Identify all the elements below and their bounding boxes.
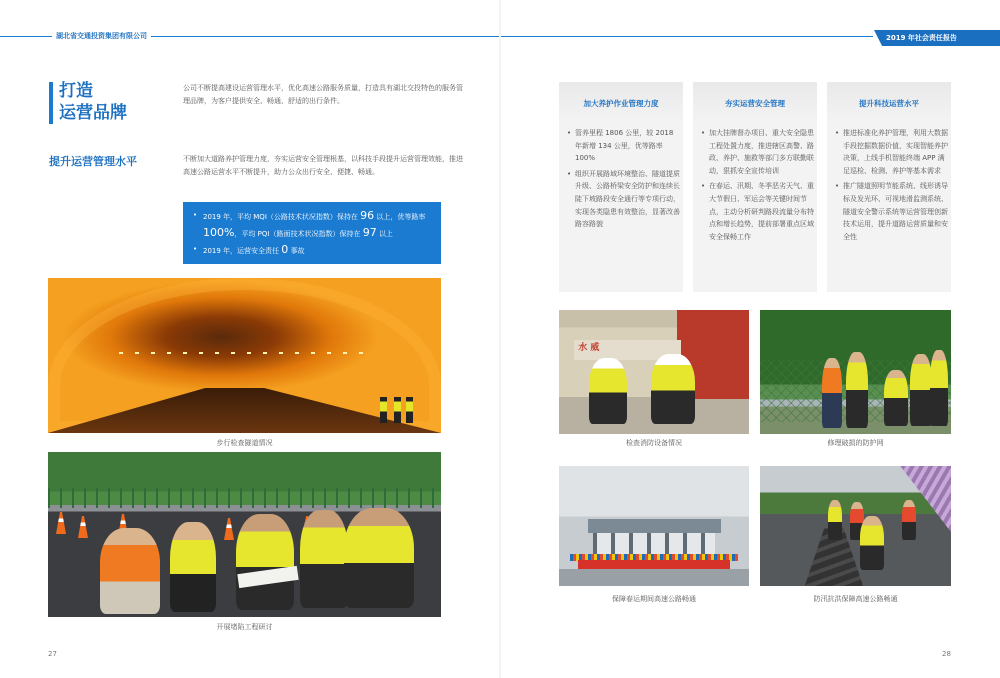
card-technology-item: • 推进标准化养护管理，利用大数据手段挖掘数据价值，实现智能养护决策，上线手机智能终端 APP 满足巡检、检测、养护等基本需求 [835,127,949,177]
card-maintenance-item: • 管养里程 1806 公里，较 2018 年新增 134 公里，优等路率 100% [567,127,681,165]
subheading-text: 不断加大道路养护管理力度，夯实运营安全管理根基，以科技手段提升运营管理效能，推进高速公路运营水平不断提升，助力公众出行安全、便捷、畅通。 [183,155,463,176]
section-title-accent [49,82,53,124]
page-number-right: 28 [942,650,951,658]
photo-sign-text: 水 威 [574,340,680,360]
card-safety-item: • 在春运、汛期、冬季恶劣天气、重大节假日、军运会等关键时间节点，主动分析研判路段流量分布特点和增长趋势，提前部署重点区域安全保畅工作 [701,180,815,243]
card-safety-heading: 夯实运营安全管理 [693,82,817,122]
fire-equipment-photo [559,310,749,434]
excellent-rate-value: 100% [203,226,235,239]
tunnel-inspection-photo [48,278,441,433]
report-title: 2019 年社会责任报告 [886,34,957,42]
section-title-line2: 运营品牌 [59,103,127,123]
card-maintenance [559,82,683,292]
tunnel-photo-caption: 步行检查隧道情况 [216,439,273,447]
card-safety-item: • 加大挂牌督办项目、重大安全隐患工程处置力度，推进辖区高警、路政、养护、施救等部门多方联勤联动，狠抓安全宣传培训 [701,127,815,177]
toll-photo-caption: 保障春运期间高速公路畅通 [612,595,696,603]
accident-count: 0 [281,243,289,256]
pqi-value: 97 [362,226,377,239]
fence-photo-caption: 修理破损的防护网 [827,439,884,447]
highlight-box [183,202,441,264]
section-title [59,80,127,124]
flood-photo-caption: 防汛抗洪保障高速公路畅通 [813,595,898,603]
fence-repair-photo [760,310,951,434]
fire-photo-caption: 检查消防设备情况 [626,439,682,447]
page-number-left: 27 [48,650,57,658]
company-name: 湖北省交通投资集团有限公司 [52,31,151,41]
mqi-value: 96 [360,209,375,222]
card-maintenance-heading: 加大养护作业管理力度 [559,82,683,122]
card-safety [693,82,817,292]
road-photo-caption: 开展堵陷工程研讨 [216,623,273,631]
road-meeting-photo [48,452,441,617]
section-title-line1: 打造 [59,81,93,101]
card-technology-heading: 提升科技运营水平 [827,82,951,122]
card-technology [827,82,951,292]
card-technology-item: • 推广隧道照明节能系统、线形诱导标及发光环、可视地滑监测系统、隧道安全警示系统等运营管理创新技术运用，提升道路运营质量和安全性 [835,180,949,243]
page-fold [499,0,501,678]
highlight-item-mqi: • 2019 年，平均 MQI（公路技术状况指数）保持在 96 以上，优等路率 100%，平均 PQI（路面技术状况指数）保持在 97 以上 [193,208,431,242]
header-rule-right [501,36,873,37]
card-maintenance-item: • 组织开展路域环境整治、隧道提质升级、公路桥梁安全防护和连续长陡下坡路段安全通行等专项行动，实现各类隐患有效整治，显著改善路容路貌 [567,168,681,231]
toll-station-photo [559,466,749,586]
flood-control-photo [760,466,951,586]
highlight-item-safety: • 2019 年，运营安全责任 0 事故 [193,242,431,259]
subheading: 提升运营管理水平 [49,155,137,168]
section-intro: 公司不断提高建设运营管理水平，优化高速公路服务质量，打造具有湖北交投特色的服务管理品牌，为客户提供安全、畅通、舒适的出行条件。 [183,84,463,105]
